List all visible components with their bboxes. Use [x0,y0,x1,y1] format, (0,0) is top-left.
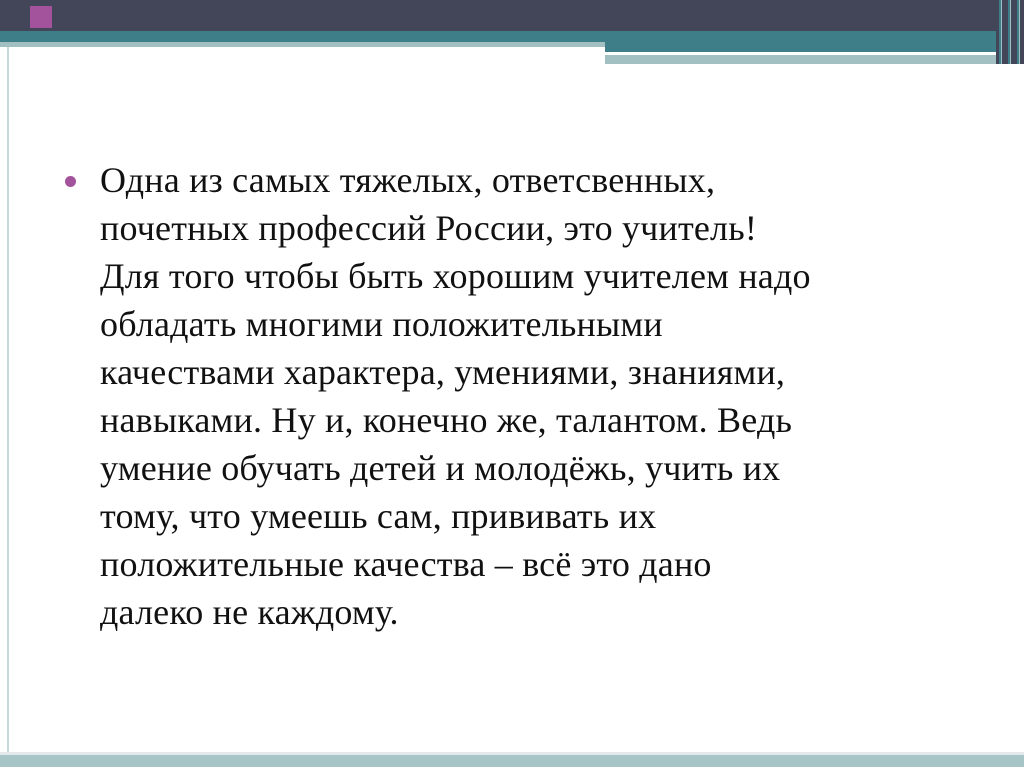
left-accent-line [7,47,9,752]
bottom-accent-bar [0,755,1024,767]
slide-body [62,156,972,636]
text-line: качествами характера, умениями, знаниями, [100,352,786,392]
right-light-band [605,55,996,64]
text-line: Одна из самых тяжелых, ответсвенных, [100,160,716,200]
text-line: далеко не каждому. [100,592,399,632]
header-stripes-block [996,0,1024,64]
slide-body-text [100,156,811,636]
text-line: почетных профессий России, это учитель! [100,208,758,248]
text-line: навыками. Ну и, конечно же, талантом. Ведь [100,400,793,440]
teal-band [0,31,1024,42]
light-teal-band [0,42,622,47]
text-line: тому, что умеешь сам, прививать их [100,496,657,536]
text-line: Для того чтобы быть хорошим учителем надо [100,256,811,296]
text-line: обладать многими положительными [100,304,663,344]
text-line: положительные качества – всё это дано [100,544,712,584]
text-line: умение обучать детей и молодёжь, учить их [100,448,781,488]
accent-square [30,6,52,28]
header-dark-band [0,0,996,31]
bullet-dot-icon [65,176,76,187]
right-teal-band [605,42,996,52]
